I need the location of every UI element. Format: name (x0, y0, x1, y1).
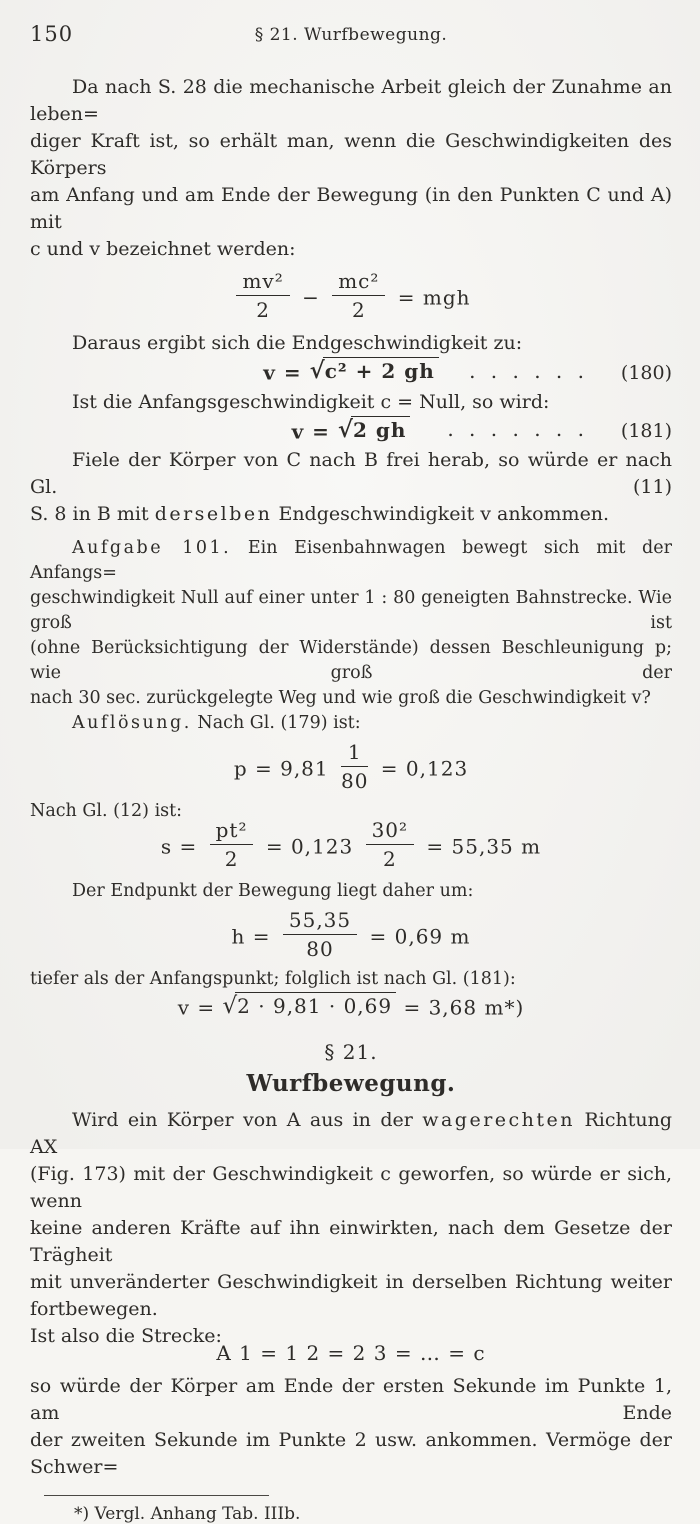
text-line: c und v bezeichnet werden: (30, 238, 296, 260)
equation-h: h = $\frac{55,35}{80}$ = 0,69 m (231, 908, 471, 961)
minus-sign: − (302, 285, 320, 310)
text-line: mit unveränderter Geschwindigkeit in derselben Richtung weiter fortbewegen. (30, 1270, 672, 1320)
aufgabe-label: Aufgabe 101. (72, 538, 232, 558)
square-root: √2 · 9,81 · 0,69 (223, 994, 397, 1018)
equation-p: p = 9,81 $\frac{1}{80}$ = 0,123 (233, 740, 469, 793)
wurf-paragraph (30, 1107, 672, 1481)
leader-dots: . . . . . . (469, 358, 584, 383)
text-line: (Fig. 173) mit der Geschwindigkeit c geworfen, so würde er sich, wenn (30, 1162, 672, 1212)
text-line: der zweiten Sekunde im Punkte 2 usw. ankommen. Vermöge der Schwer= (30, 1428, 672, 1478)
strecke-row (30, 1323, 672, 1373)
text-line: Ist also die Strecke: (30, 1324, 222, 1347)
text-line: diger Kraft ist, so erhält man, wenn die Geschwindigkeiten des Körpers (30, 130, 672, 179)
fraction: $\frac{\text{mc²}}{2}$ (332, 269, 385, 322)
square-root: √c² + 2 gh (310, 359, 439, 383)
text-line: Daraus ergibt sich die Endgeschwindigkeit zu: (72, 332, 523, 354)
equation-energy (30, 271, 672, 324)
radical-sign: √ (337, 415, 355, 443)
text-line: keine anderen Kräfte auf ihn einwirkten, nach dem Gesetze der Trägheit (30, 1216, 672, 1266)
fraction: $\frac{\text{pt²}}{2}$ (210, 818, 254, 871)
text-line: Nach Gl. (12) ist: (30, 801, 183, 821)
fiele-paragraph (30, 447, 672, 528)
text-line: Fiele der Körper von C nach B frei herab, so würde er nach Gl. (11) (30, 449, 672, 498)
fraction: $\frac{55,35}{80}$ (283, 908, 357, 961)
footnote-rule (44, 1495, 269, 1496)
running-header: § 21. Wurfbewegung. (254, 25, 448, 45)
text-line: am Anfang und am Ende der Bewegung (in den Punkten C und A) mit (30, 184, 672, 233)
text-line: tiefer als der Anfangspunkt; folglich ist nach Gl. (181): (30, 969, 516, 989)
text-line: so würde der Körper am Ende der ersten Sekunde im Punkte 1, am Ende (30, 1374, 672, 1424)
equation-number: (180) (620, 361, 672, 384)
aufloesung-label: Auflösung. (72, 713, 192, 733)
equation-number: (181) (620, 420, 672, 442)
equation-180: v = √c² + 2 gh . . . . . . (180) (263, 357, 672, 385)
section-title: Wurfbewegung. (246, 1069, 456, 1097)
page-header (30, 22, 672, 46)
leader-dots: . . . . . . . (447, 417, 584, 441)
equation-181: v = √2 gh . . . . . . . (181) (291, 415, 672, 443)
text-line: geschwindigkeit Null auf einer unter 1 : 80 geneigten Bahnstrecke. Wie groß ist (30, 588, 672, 633)
equation-rhs: = mgh (397, 285, 471, 310)
radical-sign: √ (222, 993, 239, 1019)
text-line: nach 30 sec. zurückgelegte Weg und wie groß die Geschwindigkeit v? (30, 688, 651, 708)
aufgabe-paragraph (30, 536, 672, 736)
page-number: 150 (30, 22, 74, 46)
equation-strecke: A 1 = 1 2 = 2 3 = … = c (216, 1340, 486, 1365)
text-line: Da nach S. 28 die mechanische Arbeit gleich der Zunahme an leben= (30, 76, 672, 125)
text-line: Ist die Anfangsgeschwindigkeit c = Null, so wird: (72, 390, 550, 413)
square-root: √2 gh (338, 418, 411, 442)
fraction: $\frac{1}{80}$ (340, 740, 369, 793)
text-line: Wird ein Körper von A aus in der wagerechten Richtung AX (30, 1108, 672, 1158)
radical-sign: √ (309, 357, 326, 384)
intro-paragraph (30, 74, 672, 263)
text-line: Aufgabe 101. Ein Eisenbahnwagen bewegt sich mit der Anfangs= (30, 538, 672, 583)
emphasized-word: derselben (154, 503, 273, 525)
text-line: S. 8 in B mit derselben Endgeschwindigkeit v ankommen. (30, 503, 610, 525)
section-number: § 21. (324, 1039, 378, 1064)
footnote: *) Vergl. Anhang Tab. IIIb. (74, 1503, 301, 1524)
fraction: $\frac{\text{30²}}{2}$ (366, 818, 414, 871)
emphasized-word: wagerechten (422, 1108, 576, 1131)
text-line: (ohne Berücksichtigung der Widerstände) dessen Beschleunigung p; wie groß der (30, 638, 672, 683)
fraction: $\frac{\text{mv²}}{2}$ (236, 269, 289, 322)
text-line: Der Endpunkt der Bewegung liegt daher um: (72, 881, 474, 901)
equation-v-final: v = √2 · 9,81 · 0,69 = 3,68 m*) (177, 993, 525, 1020)
equation-s: s = $\frac{\text{pt²}}{2}$ = 0,123 $\frac{\text{30²}}{2}$ = 55,35 m (160, 818, 542, 871)
text-line: Auflösung. Nach Gl. (179) ist: (72, 713, 361, 733)
